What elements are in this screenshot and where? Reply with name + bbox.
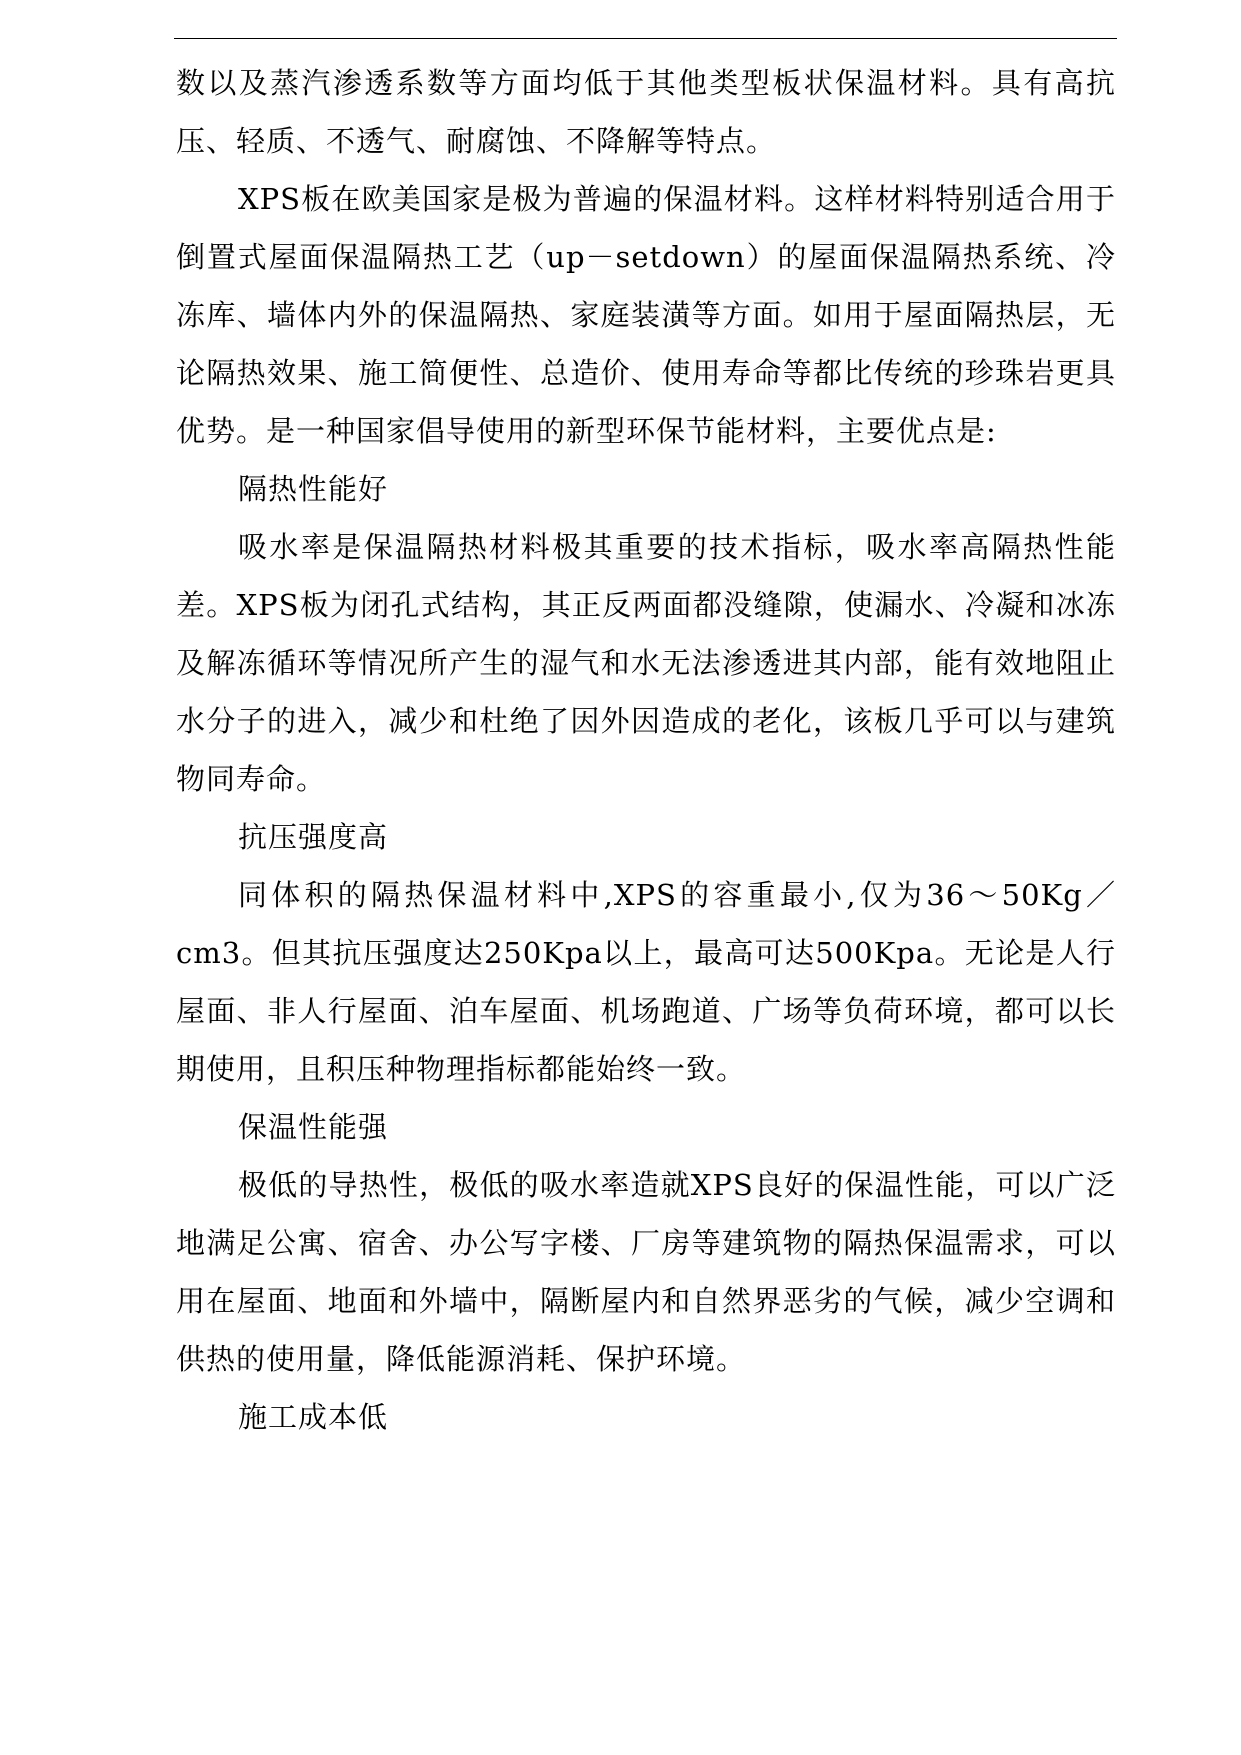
paragraph-water-absorption: 吸水率是保温隔热材料极其重要的技术指标，吸水率高隔热性能差。XPS板为闭孔式结构，其正反两面都没缝隙，使漏水、冷凝和冰冻及解冻循环等情况所产生的湿气和水无法渗透进其内部，能有效地阻止水分子的进入，减少和杜绝了因外因造成的老化，该板几乎可以与建筑物同寿命。: [176, 530, 1116, 796]
paragraph-compressive-strength: 同体积的隔热保温材料中,XPS的容重最小,仅为36～50Kg／cm3。但其抗压强度达250Kpa以上，最高可达500Kpa。无论是人行屋面、非人行屋面、泊车屋面、机场跑道、广场等负荷环境，都可以长期使用，且积压种物理指标都能始终一致。: [176, 878, 1116, 1086]
paragraph-thermal-performance: 极低的导热性，极低的吸水率造就XPS良好的保温性能，可以广泛地满足公寓、宿舍、办公写字楼、厂房等建筑物的隔热保温需求，可以用在屋面、地面和外墙中，隔断屋内和自然界恶劣的气候，减少空调和供热的使用量，降低能源消耗、保护环境。: [176, 1168, 1116, 1376]
section-heading-construction-cost: 施工成本低: [238, 1400, 389, 1434]
document-body: [176, 54, 1116, 1446]
paragraph-xps-overview: XPS板在欧美国家是极为普遍的保温材料。这样材料特别适合用于倒置式屋面保温隔热工艺（up－setdown）的屋面保温隔热系统、冷冻库、墙体内外的保温隔热、家庭装潢等方面。如用于屋面隔热层，无论隔热效果、施工简便性、总造价、使用寿命等都比传统的珍珠岩更具优势。是一种国家倡导使用的新型环保节能材料，主要优点是:: [176, 182, 1116, 448]
section-heading-compressive-strength: 抗压强度高: [238, 820, 389, 854]
section-heading-thermal-performance: 保温性能强: [238, 1110, 389, 1144]
paragraph-continuation: 数以及蒸汽渗透系数等方面均低于其他类型板状保温材料。具有高抗压、轻质、不透气、耐腐蚀、不降解等特点。: [176, 66, 1116, 158]
section-heading-insulation: 隔热性能好: [238, 472, 389, 506]
header-rule: [174, 38, 1117, 39]
